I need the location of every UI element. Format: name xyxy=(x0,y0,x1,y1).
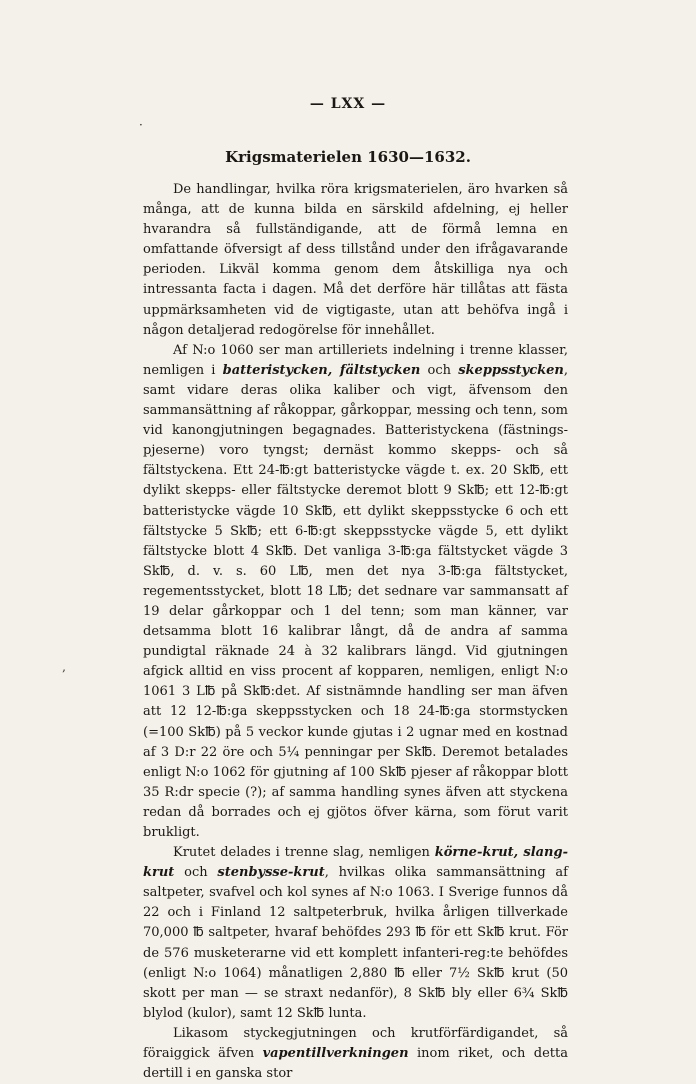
paragraph xyxy=(143,1024,568,1084)
italic-term: vapentillverkningen xyxy=(262,1046,409,1062)
italic-term: körne-krut, slang-krut xyxy=(143,845,568,881)
text-run: inom riket, och detta dertill i en ganska stor xyxy=(143,1046,568,1082)
text-run: och xyxy=(420,362,459,378)
section-heading: Krigsmaterielen 1630—1632. xyxy=(225,148,471,166)
text-run: Likasom styckegjutningen och krutförfärdigandet, så föraiggick äfven xyxy=(143,1025,568,1062)
text-run: , hvilkas olika sammansättning af saltpeter, svafvel och kol synes af N:o 1063. I Sverige funnos då 22 och i Finland 12 saltpeterbruk, hvilka årligen tillverkade 70,000 ℔ saltpeter, hvaraf behöfdes 293 ℔ för ett Sk℔ krut. För de 576 musketerarne vid ett komplett infanteri-reg:te behöfdes (enligt N:o 1064) månatligen 2,880 ℔ eller 7½ Sk℔ krut (50 skott per man — se straxt nedanför), 8 Sk℔ bly eller 6¾ Sk℔ blylod (kulor), samt 12 Sk℔ lunta. xyxy=(143,865,568,1021)
text-run: De handlingar, hvilka röra krigsmaterielen, äro hvarken så många, att de kunna bilda en särskild afdelning, ej heller hvarandra så fullständigande, att de förmå lemna en omfattande öfversigt af dess tillstånd under den ifrågavarande perioden. Likväl komma genom dem åtskilliga nya och intressanta facta i dagen. Må det derföre här tillåtas att fästa uppmärksamheten vid de vigtigaste, utan att behöfva ingå i någon detaljerad redogörelse för innehållet. xyxy=(143,182,568,338)
text-run: , samt vidare deras olika kaliber och vigt, äfvensom den sammansättning af råkoppar, gårkoppar, messing och tenn, som vid kanongjutningen begagnades. Batteristyckena (fästnings-pjeserne) voro tyngst; dernäst kommo skepps- och så fältstyckena. Ett 24-℔:gt batteristycke vägde t. ex. 20 Sk℔, ett dylikt skepps- eller fältstycke deremot blott 9 Sk℔; ett 12-℔:gt batteristycke vägde 10 Sk℔, ett dylikt skeppsstycke 6 och ett fältstycke 5 Sk℔; ett 6-℔:gt skeppsstycke vägde 5, ett dylikt fältstycke blott 4 Sk℔. Det vanliga 3-℔:ga fältstycket vägde 3 Sk℔, d. v. s. 60 L℔, men det nya 3-℔:ga fältstycket, regementsstycket, blott 18 L℔; det sednare var sammansatt af 19 delar gårkoppar och 1 del tenn; som man känner, var detsamma blott 16 kalibrar långt, då de andra af samma pundigtal räknade 24 à 32 kalibrars längd. Vid gjutningen afgick alltid en viss procent af kopparen, nemligen, enligt N:o 1061 3 L℔ på Sk℔:det. Af sistnämnde handling ser man äfven att 12 12-℔:ga skeppsstycken och 18 24-℔:ga stormstycken (=100 Sk℔) på 5 veckor kunde gjutas i 2 ugnar med en kostnad af 3 D:r 22 öre och 5¼ penningar per Sk℔. Deremot betalades enligt N:o 1062 för gjutning af 100 Sk℔ pjeser af råkoppar blott 35 R:dr specie (?); af samma handling synes äfven att styckena redan då borrades och ej gjötos öfver kärna, som förut varit brukligt. xyxy=(143,362,568,840)
paragraph xyxy=(143,843,568,1024)
text-run: och xyxy=(174,865,218,881)
italic-term: batteristycken, fältstycken xyxy=(222,362,421,378)
paragraph xyxy=(143,180,568,341)
stray-mark-top: · xyxy=(139,118,143,132)
paragraph xyxy=(143,341,568,843)
italic-term: skeppsstycken xyxy=(458,362,564,378)
italic-term: stenbysse-krut xyxy=(217,865,325,881)
page-number: — LXX — xyxy=(309,96,387,112)
text-run: Krutet delades i trenne slag, nemligen xyxy=(173,845,435,861)
stray-mark-margin: ‚ xyxy=(62,660,66,674)
text-run: Af N:o 1060 ser man artilleriets indelning i trenne klasser, nemligen i xyxy=(143,342,568,378)
body-text xyxy=(143,180,568,1084)
